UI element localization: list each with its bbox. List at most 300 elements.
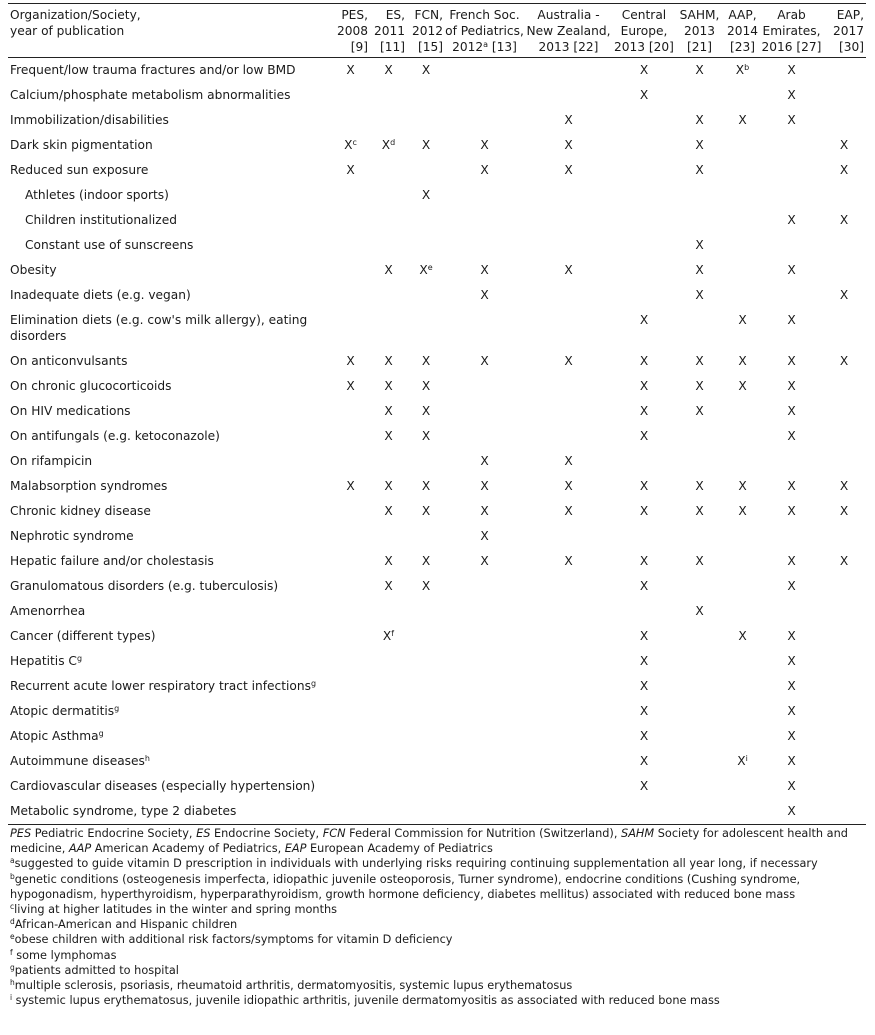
mark-cell (613, 649, 675, 674)
mark-cell (822, 158, 866, 183)
x-mark: X (738, 313, 747, 327)
header-line: Europe, (620, 24, 668, 38)
criterion-text: Inadequate diets (e.g. vegan) (10, 288, 191, 302)
mark-cell (524, 599, 613, 624)
mark-cell (761, 308, 822, 349)
mark-cell (331, 774, 370, 799)
mark-cell (407, 183, 445, 208)
footnote-mark: a (483, 40, 489, 49)
mark-cell (724, 233, 761, 258)
criterion-text: Reduced sun exposure (10, 163, 149, 177)
mark-cell (822, 183, 866, 208)
mark-cell (675, 233, 724, 258)
mark-cell (761, 649, 822, 674)
header-line: Arab (777, 8, 806, 22)
footnote-mark: c (10, 902, 15, 912)
mark-cell (331, 524, 370, 549)
mark-cell (445, 258, 524, 283)
mark-cell (613, 699, 675, 724)
mark-cell (407, 774, 445, 799)
mark-cell (822, 374, 866, 399)
criterion-text: On HIV medications (10, 404, 131, 418)
footnote-mark: f (391, 629, 395, 638)
x-mark: X (787, 313, 796, 327)
mark-cell (613, 624, 675, 649)
header-line: EAP, (836, 8, 864, 22)
criterion-text: Metabolic syndrome, type 2 diabetes (10, 804, 237, 818)
mark-cell (675, 208, 724, 233)
header-column (331, 5, 370, 58)
mark-cell (445, 183, 524, 208)
x-mark: X (735, 63, 745, 77)
mark-cell (724, 258, 761, 283)
mark-cell (724, 108, 761, 133)
mark-cell (675, 524, 724, 549)
mark-cell (724, 574, 761, 599)
mark-cell (331, 58, 370, 84)
header-line: Central (621, 8, 667, 22)
criterion-label (8, 699, 331, 724)
criterion-text: On chronic glucocorticoids (10, 379, 172, 393)
mark-cell (524, 258, 613, 283)
header-year: 2012 (452, 40, 484, 54)
mark-cell (370, 799, 407, 825)
header-ref: [13] (491, 40, 517, 54)
mark-cell (822, 424, 866, 449)
mark-cell (370, 599, 407, 624)
abbreviation: PES (10, 827, 32, 840)
mark-cell (724, 283, 761, 308)
x-mark: X (564, 263, 573, 277)
mark-cell (445, 283, 524, 308)
criterion-label (8, 524, 331, 549)
table-row (8, 158, 866, 183)
footnote-mark: i (745, 754, 748, 763)
mark-cell (407, 624, 445, 649)
mark-cell (445, 799, 524, 825)
mark-cell (822, 499, 866, 524)
vitamin-d-risk-table (8, 5, 866, 825)
mark-cell (724, 749, 761, 774)
mark-cell (724, 183, 761, 208)
header-line: [9] (350, 40, 368, 54)
mark-cell (822, 108, 866, 133)
mark-cell (822, 349, 866, 374)
header-line: of Pediatrics, (445, 24, 524, 38)
mark-cell (407, 233, 445, 258)
header-line: 2011 (373, 24, 405, 38)
mark-cell (675, 399, 724, 424)
header-column (524, 5, 613, 58)
mark-cell (407, 549, 445, 574)
x-mark: X (421, 429, 431, 443)
criterion-label (8, 308, 331, 349)
criterion-text: On anticonvulsants (10, 354, 128, 368)
mark-cell (613, 599, 675, 624)
x-mark: X (381, 138, 391, 152)
mark-cell (761, 133, 822, 158)
header-column (761, 5, 822, 58)
criterion-text: Obesity (10, 263, 57, 277)
mark-cell (822, 449, 866, 474)
criterion-text: Calcium/phosphate metabolism abnormalities (10, 88, 291, 102)
mark-cell (524, 183, 613, 208)
x-mark: X (639, 654, 649, 668)
mark-cell (613, 108, 675, 133)
x-mark: X (639, 479, 649, 493)
criterion-text: Granulomatous disorders (e.g. tuberculosis) (10, 579, 279, 593)
abbreviation-expansion: Pediatric Endocrine Society, (31, 827, 197, 840)
mark-cell (524, 349, 613, 374)
mark-cell (524, 449, 613, 474)
x-mark: X (695, 379, 704, 393)
mark-cell (761, 424, 822, 449)
x-mark: X (639, 313, 649, 327)
mark-cell (761, 374, 822, 399)
mark-cell (613, 233, 675, 258)
table-row (8, 624, 866, 649)
x-mark: X (384, 354, 393, 368)
x-mark: X (695, 138, 704, 152)
mark-cell (524, 649, 613, 674)
mark-cell (822, 474, 866, 499)
mark-cell (331, 283, 370, 308)
mark-cell (724, 399, 761, 424)
mark-cell (407, 574, 445, 599)
x-mark: X (480, 163, 489, 177)
mark-cell (761, 799, 822, 825)
mark-cell (524, 799, 613, 825)
mark-cell (822, 724, 866, 749)
criterion-text: Atopic dermatitis (10, 704, 115, 718)
header-column (370, 5, 407, 58)
table-footnotes (10, 826, 866, 1008)
footnote-mark: b (744, 63, 750, 72)
table-row (8, 424, 866, 449)
mark-cell (724, 424, 761, 449)
x-mark: X (564, 554, 573, 568)
x-mark: X (639, 629, 649, 643)
mark-cell (370, 424, 407, 449)
table-row (8, 208, 866, 233)
criterion-text: Chronic kidney disease (10, 504, 151, 518)
mark-cell (613, 524, 675, 549)
mark-cell (761, 524, 822, 549)
mark-cell (331, 699, 370, 724)
mark-cell (331, 349, 370, 374)
x-mark: X (695, 554, 704, 568)
footnote-mark: g (76, 654, 83, 663)
footnote (10, 963, 866, 978)
x-mark: X (639, 779, 649, 793)
mark-cell (761, 624, 822, 649)
x-mark: X (839, 213, 849, 227)
footnote-mark: h (144, 754, 150, 763)
mark-cell (724, 158, 761, 183)
mark-cell (822, 258, 866, 283)
mark-cell (613, 724, 675, 749)
mark-cell (724, 724, 761, 749)
x-mark: X (480, 263, 489, 277)
x-mark: X (480, 288, 489, 302)
x-mark: X (639, 504, 649, 518)
criterion-label (8, 574, 331, 599)
mark-cell (331, 183, 370, 208)
mark-cell (370, 724, 407, 749)
mark-cell (524, 574, 613, 599)
x-mark: X (421, 138, 431, 152)
mark-cell (445, 108, 524, 133)
mark-cell (822, 599, 866, 624)
mark-cell (761, 258, 822, 283)
footnote-mark: d (390, 138, 396, 147)
mark-cell (761, 774, 822, 799)
x-mark: X (384, 379, 393, 393)
mark-cell (724, 308, 761, 349)
criterion-text: Cardiovascular diseases (especially hypertension) (10, 779, 316, 793)
x-mark: X (639, 88, 649, 102)
mark-cell (407, 674, 445, 699)
criterion-label (8, 624, 331, 649)
mark-cell (822, 574, 866, 599)
mark-cell (613, 283, 675, 308)
x-mark: X (480, 479, 489, 493)
mark-cell (822, 233, 866, 258)
mark-cell (407, 108, 445, 133)
footnote-text: living at higher latitudes in the winter and spring months (14, 903, 338, 917)
mark-cell (370, 699, 407, 724)
mark-cell (331, 233, 370, 258)
criterion-label (8, 599, 331, 624)
mark-cell (370, 524, 407, 549)
x-mark: X (564, 354, 573, 368)
header-line: Emirates, (762, 24, 821, 38)
table-row (8, 374, 866, 399)
table-row (8, 649, 866, 674)
mark-cell (675, 774, 724, 799)
header-line: [11] (379, 40, 405, 54)
mark-cell (761, 208, 822, 233)
mark-cell (407, 158, 445, 183)
footnote (10, 932, 866, 947)
x-mark: X (421, 188, 431, 202)
x-mark: X (787, 213, 796, 227)
table-row (8, 699, 866, 724)
mark-cell (407, 374, 445, 399)
x-mark: X (480, 454, 489, 468)
table-row (8, 599, 866, 624)
x-mark: X (421, 579, 431, 593)
mark-cell (613, 749, 675, 774)
header-line: Australia - (537, 8, 600, 22)
mark-cell (724, 674, 761, 699)
mark-cell (724, 524, 761, 549)
header-line: [21] (686, 40, 713, 54)
mark-cell (524, 158, 613, 183)
table-row (8, 399, 866, 424)
mark-cell (407, 799, 445, 825)
x-mark: X (421, 554, 431, 568)
x-mark: X (695, 63, 704, 77)
criterion-text: Children institutionalized (25, 213, 177, 227)
mark-cell (370, 158, 407, 183)
x-mark: X (738, 113, 747, 127)
footnote-text: suggested to guide vitamin D prescription in individuals with underlying risks requiring continuing supplementation all year long, if necessary (14, 857, 818, 871)
criterion-label (8, 674, 331, 699)
header-line: [30] (838, 40, 864, 54)
footnote-text: multiple sclerosis, psoriasis, rheumatoid arthritis, dermatomyositis, systemic lupus erythematosus (14, 979, 573, 993)
mark-cell (822, 774, 866, 799)
mark-cell (445, 574, 524, 599)
mark-cell (613, 799, 675, 825)
mark-cell (445, 399, 524, 424)
mark-cell (370, 624, 407, 649)
x-mark: X (421, 504, 431, 518)
mark-cell (724, 549, 761, 574)
mark-cell (724, 599, 761, 624)
x-mark: X (695, 354, 704, 368)
mark-cell (724, 449, 761, 474)
mark-cell (613, 374, 675, 399)
footnote-mark: d (10, 917, 15, 927)
mark-cell (445, 474, 524, 499)
criterion-text: Hepatitis C (10, 654, 77, 668)
footnote-text: genetic conditions (osteogenesis imperfecta, idiopathic juvenile osteoporosis, Turner syndrome), endocrine conditions (Cushing syndrome, hypogonadism, hyperthyroidism, hyperparathyroidism, growth hormone deficiency, diabetes mellitus) associated with reduced bone mass (10, 872, 801, 901)
mark-cell (761, 699, 822, 724)
x-mark: X (787, 629, 796, 643)
table-row (8, 308, 866, 349)
criterion-text: Athletes (indoor sports) (25, 188, 169, 202)
x-mark: X (787, 504, 796, 518)
mark-cell (675, 83, 724, 108)
mark-cell (822, 308, 866, 349)
table-row (8, 283, 866, 308)
mark-cell (407, 83, 445, 108)
mark-cell (613, 474, 675, 499)
mark-cell (724, 133, 761, 158)
mark-cell (331, 474, 370, 499)
mark-cell (445, 599, 524, 624)
footnote-mark: h (10, 978, 15, 988)
abbreviation: SAHM (621, 827, 655, 840)
header-column (822, 5, 866, 58)
mark-cell (724, 374, 761, 399)
mark-cell (822, 624, 866, 649)
footnote-mark: e (427, 263, 433, 272)
x-mark: X (480, 529, 489, 543)
x-mark: X (384, 554, 393, 568)
mark-cell (761, 449, 822, 474)
x-mark: X (639, 554, 649, 568)
footnote-mark: e (10, 932, 15, 942)
mark-cell (613, 58, 675, 84)
mark-cell (724, 774, 761, 799)
x-mark: X (695, 479, 704, 493)
x-mark: X (787, 404, 796, 418)
footnote-text: some lymphomas (12, 948, 117, 962)
mark-cell (761, 549, 822, 574)
table-row (8, 258, 866, 283)
criterion-label (8, 799, 331, 825)
criterion-label (8, 499, 331, 524)
header-line: 2008 (336, 24, 368, 38)
header-line: 2013 [20] (614, 40, 674, 54)
mark-cell (524, 524, 613, 549)
criterion-text: Frequent/low trauma fractures and/or low BMD (10, 63, 296, 77)
x-mark: X (344, 138, 353, 152)
table-row (8, 499, 866, 524)
x-mark: X (787, 729, 796, 743)
x-mark: X (564, 454, 573, 468)
mark-cell (331, 649, 370, 674)
criterion-text: Amenorrhea (10, 604, 86, 618)
x-mark: X (382, 629, 392, 643)
mark-cell (331, 674, 370, 699)
table-row (8, 133, 866, 158)
table-row (8, 449, 866, 474)
mark-cell (331, 599, 370, 624)
mark-cell (724, 799, 761, 825)
x-mark: X (839, 288, 849, 302)
mark-cell (613, 774, 675, 799)
abbreviation: FCN (322, 827, 346, 840)
x-mark: X (564, 479, 573, 493)
mark-cell (724, 58, 761, 84)
mark-cell (445, 424, 524, 449)
mark-cell (761, 83, 822, 108)
x-mark: X (639, 729, 649, 743)
x-mark: X (695, 163, 704, 177)
footnote-mark: g (114, 704, 120, 713)
mark-cell (445, 549, 524, 574)
criterion-text: Dark skin pigmentation (10, 138, 153, 152)
mark-cell (407, 208, 445, 233)
x-mark: X (787, 88, 796, 102)
x-mark: X (738, 504, 747, 518)
mark-cell (761, 108, 822, 133)
criterion-label (8, 183, 331, 208)
mark-cell (445, 233, 524, 258)
mark-cell (445, 158, 524, 183)
abbreviation: EAP (284, 842, 307, 856)
x-mark: X (639, 354, 649, 368)
x-mark: X (564, 113, 573, 127)
header-column (724, 5, 761, 58)
footnote (10, 872, 866, 902)
mark-cell (822, 524, 866, 549)
criterion-text: On rifampicin (10, 454, 93, 468)
footnote (10, 856, 866, 871)
mark-cell (445, 624, 524, 649)
header-line: 2014 (726, 24, 759, 38)
x-mark: X (695, 238, 704, 252)
mark-cell (675, 499, 724, 524)
x-mark: X (346, 63, 355, 77)
x-mark: X (839, 138, 849, 152)
table-row (8, 349, 866, 374)
mark-cell (613, 83, 675, 108)
x-mark: X (480, 138, 489, 152)
mark-cell (407, 449, 445, 474)
mark-cell (524, 58, 613, 84)
mark-cell (370, 208, 407, 233)
header-line: FCN, (414, 8, 443, 22)
table-row (8, 799, 866, 825)
mark-cell (761, 283, 822, 308)
mark-cell (331, 158, 370, 183)
criterion-label (8, 158, 331, 183)
mark-cell (613, 574, 675, 599)
